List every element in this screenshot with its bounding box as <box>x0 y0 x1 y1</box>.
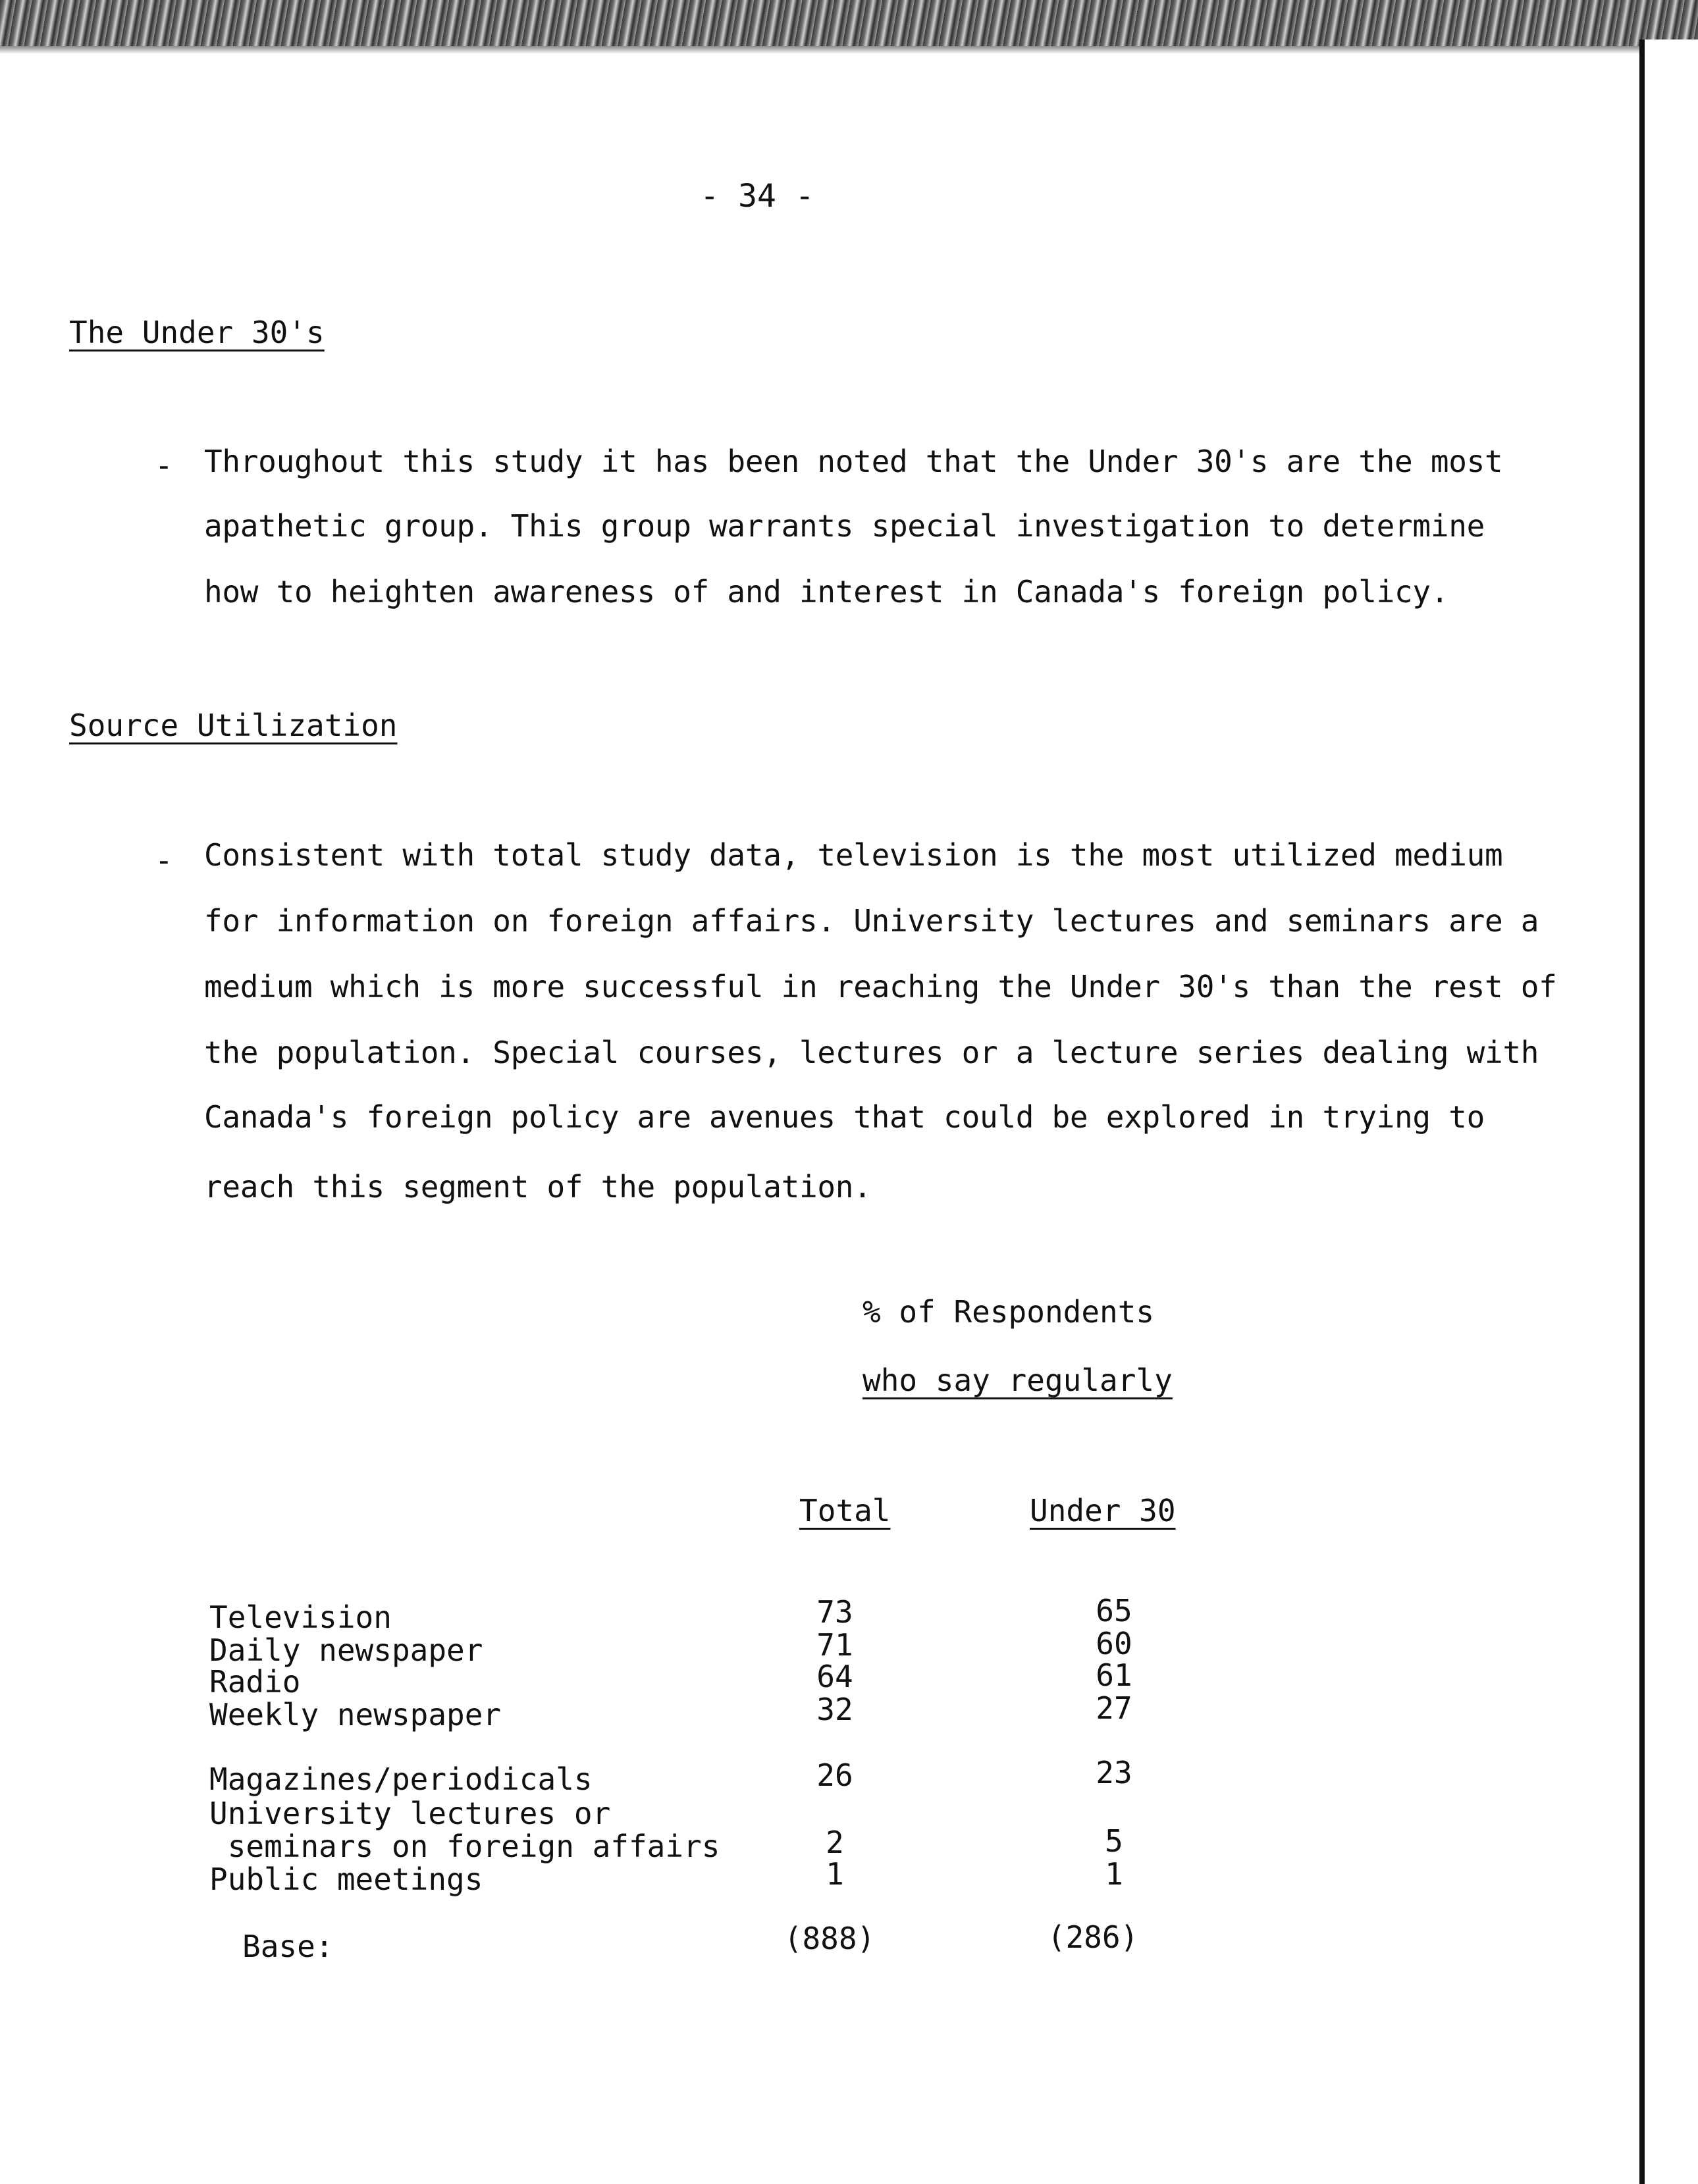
paragraph-line: for information on foreign affairs. University lectures and seminars are a <box>204 903 1539 939</box>
paragraph-line: apathetic group. This group warrants special investigation to determine <box>204 508 1485 544</box>
column-header-total: Total <box>799 1493 891 1528</box>
table-cell-under-30: 1 <box>1105 1856 1123 1892</box>
table-cell-under-30: 65 <box>1096 1593 1132 1628</box>
table-cell-total: 64 <box>816 1659 853 1694</box>
table-cell-total: 1 <box>826 1856 844 1892</box>
table-base-total: (888) <box>783 1921 876 1956</box>
table-cell-under-30: 27 <box>1096 1690 1132 1726</box>
paragraph-line: the population. Special courses, lectures or a lecture series dealing with <box>204 1035 1539 1070</box>
table-row-label: Weekly newspaper <box>209 1697 502 1732</box>
paragraph-line: Canada's foreign policy are avenues that could be explored in trying to <box>204 1099 1485 1135</box>
table-cell-under-30: 5 <box>1105 1823 1123 1859</box>
paragraph-line: medium which is more successful in reaching the Under 30's than the rest of <box>204 969 1557 1004</box>
scan-top-shadow <box>0 46 1646 54</box>
table-cell-total: 26 <box>816 1757 853 1793</box>
paragraph-line: Throughout this study it has been noted that the Under 30's are the most <box>204 444 1503 479</box>
paragraph-line: how to heighten awareness of and interest in Canada's foreign policy. <box>204 574 1449 610</box>
column-header-under-30: Under 30 <box>1030 1493 1176 1528</box>
bullet-dash: - <box>155 843 173 878</box>
scan-top-edge <box>0 0 1698 46</box>
table-row-label: Public meetings <box>209 1861 483 1897</box>
paragraph-line: Consistent with total study data, television is the most utilized medium <box>204 837 1503 873</box>
paragraph-line: reach this segment of the population. <box>204 1169 872 1205</box>
table-cell-under-30: 61 <box>1096 1657 1132 1693</box>
section-heading-under-30: The Under 30's <box>69 315 325 350</box>
table-cell-total: 32 <box>816 1692 853 1727</box>
table-row-label: Radio <box>209 1664 301 1700</box>
table-row-label: seminars on foreign affairs <box>209 1829 720 1864</box>
table-row-label: Magazines/periodicals <box>209 1761 593 1797</box>
table-cell-total: 2 <box>826 1825 844 1860</box>
scan-right-margin <box>1645 39 1698 2184</box>
table-base-label: Base: <box>242 1929 334 1964</box>
table-row-label: Television <box>209 1599 392 1635</box>
table-cell-under-30: 23 <box>1096 1755 1132 1790</box>
table-cell-total: 71 <box>816 1627 853 1663</box>
table-row-label: Daily newspaper <box>209 1632 483 1668</box>
bullet-dash: - <box>155 448 173 483</box>
table-cell-under-30: 60 <box>1096 1626 1132 1661</box>
table-title-line2: who say regularly <box>862 1363 1173 1398</box>
table-row-label: University lectures or <box>209 1796 611 1831</box>
page-number: - 34 - <box>700 178 814 215</box>
section-heading-source-utilization: Source Utilization <box>69 708 398 743</box>
scan-right-edge <box>1639 39 1645 2184</box>
table-cell-total: 73 <box>816 1594 853 1630</box>
table-base-under-30: (286) <box>1047 1919 1139 1955</box>
table-title-line1: % of Respondents <box>862 1294 1155 1330</box>
